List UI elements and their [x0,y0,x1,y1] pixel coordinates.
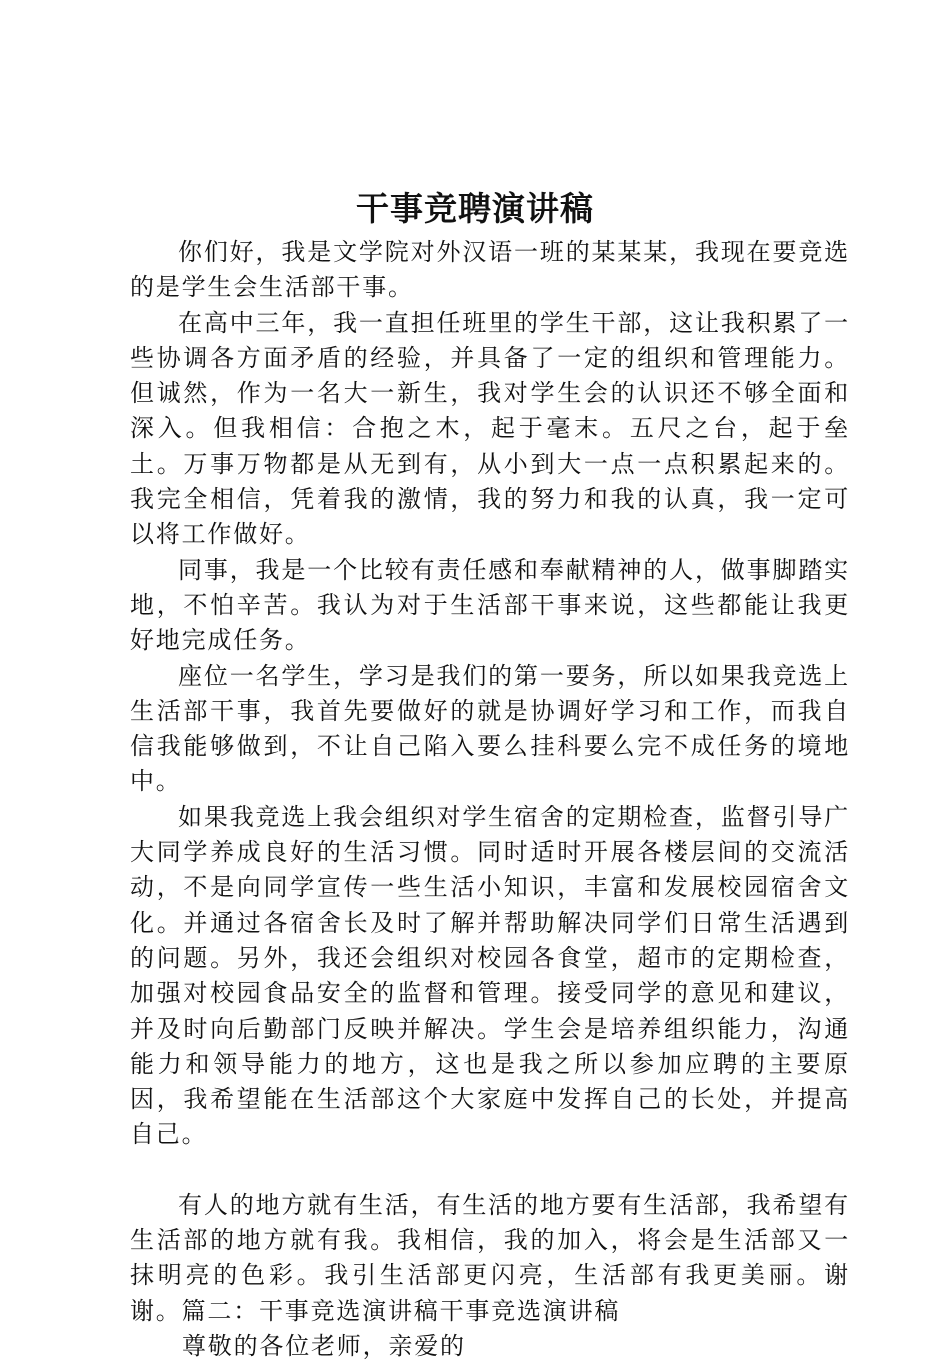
paragraph-closing: 有人的地方就有生活，有生活的地方要有生活部，我希望有生活部的地方就有我。我相信，我的加入，将会是生活部又一抹明亮的色彩。我引生活部更闪亮，生活部有我更美丽。谢谢。篇二：干事竞选演讲稿干事竞选演讲稿 [130,1190,850,1325]
paragraph-experience: 在高中三年，我一直担任班里的学生干部，这让我积累了一些协调各方面矛盾的经验，并具备了一定的组织和管理能力。但诚然，作为一名大一新生，我对学生会的认识还不够全面和深入。但我相信：合抱之木，起于毫末。五尺之台，起于垒土。万事万物都是从无到有，从小到大一点一点积累起来的。我完全相信，凭着我的激情，我的努力和我的认真，我一定可以将工作做好。 [130,308,850,549]
document-title: 干事竞聘演讲稿 [356,189,594,228]
paragraph-study: 座位一名学生，学习是我们的第一要务，所以如果我竞选上生活部干事，我首先要做好的就是协调好学习和工作，而我自信我能够做到，不让自己陷入要么挂科要么完不成任务的境地中。 [130,661,850,796]
salutation-line: 尊敬的各位老师，亲爱的 [182,1331,466,1360]
paragraph-character: 同事，我是一个比较有责任感和奉献精神的人，做事脚踏实地，不怕辛苦。我认为对于生活部干事来说，这些都能让我更好地完成任务。 [130,555,850,655]
paragraph-plan: 如果我竞选上我会组织对学生宿舍的定期检查，监督引导广大同学养成良好的生活习惯。同时适时开展各楼层间的交流活动，不是向同学宣传一些生活小知识，丰富和发展校园宿舍文化。并通过各宿舍长及时了解并帮助解决同学们日常生活遇到的问题。另外，我还会组织对校园各食堂，超市的定期检查，加强对校园食品安全的监督和管理。接受同学的意见和建议，并及时向后勤部门反映并解决。学生会是培养组织能力，沟通能力和领导能力的地方，这也是我之所以参加应聘的主要原因，我希望能在生活部这个大家庭中发挥自己的长处，并提高自己。 [130,802,850,1149]
document-body [130,235,850,1364]
paragraph-greeting: 你们好，我是文学院对外汉语一班的某某某，我现在要竞选的是学生会生活部干事。 [130,238,850,302]
paragraph-gap [130,1153,850,1188]
